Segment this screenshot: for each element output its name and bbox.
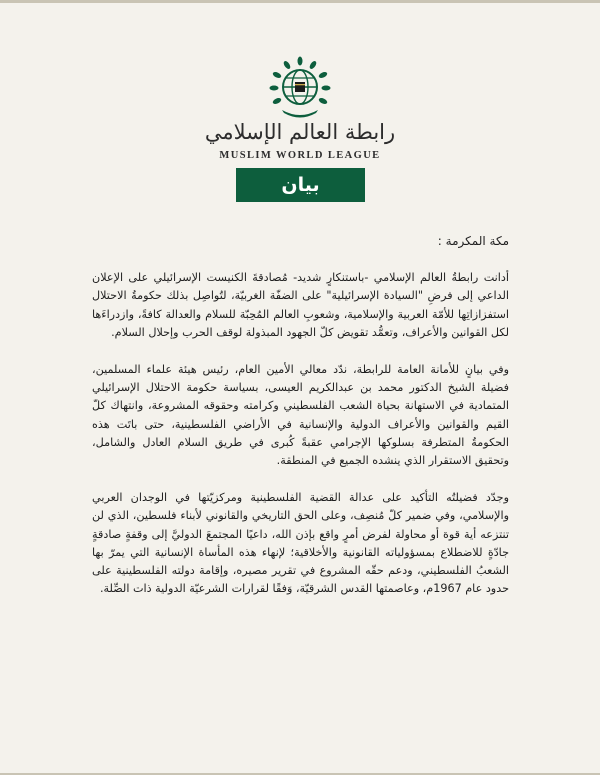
mwl-emblem-icon bbox=[268, 56, 332, 120]
statement-body bbox=[92, 232, 509, 617]
paragraph: وجدّد فضيلتُه التأكيد على عدالة القضية الفلسطينية ومركزيّتها في الوجدان العربي والإسلامي، وفي ضمير كلّ مُنصِف، وعلى الحق التاريخي والقانوني لأبناء فلسطين، الذي لن تنتزعه أية قوة أو محاولة لفرض أمرٍ واقع بإذن الله، داعيًا المجتمعَ الدوليَّ إلى وقفةٍ صادقةٍ جادّةٍ للاضطلاع بمسؤولياته القانونية والأخلاقية؛ لإنهاء هذه المأساة الإنسانية التي يمرّ بها الشعبُ الفلسطيني، ودعم حقّه المشروع في تقرير مصيره، وإقامة دولته الفلسطينية على حدود عام 1967م، وعاصمتها القدس الشرقيّة، وَفقًا لقرارات الشرعيّة الدولية ذات الصِّلة. bbox=[92, 491, 509, 596]
org-name-english: MUSLIM WORLD LEAGUE bbox=[219, 150, 381, 161]
paragraph: أدانت رابطةُ العالم الإسلامي -باستنكارٍ شديد- مُصادقةَ الكنيست الإسرائيلي على الإعلان الداعي إلى فرضِ "السيادة الإسرائيلية" على الضفّة الغربيّة، لتُواصِل بذلك حكومةُ الاحتلال استفزازاتِها للأمّة العربية والإسلامية، وشعوبِ العالم المُحِبّة للسلام والعدالة كافةً، وازدراءَها لكل القوانين والأعراف، وتعمُّد تقويض كلّ الجهود المبذولة لوقف الحرب وإحلال السلام. bbox=[92, 271, 509, 339]
org-name-arabic: رابطة العالم الإسلامي bbox=[204, 120, 396, 144]
banner-label: بيان bbox=[281, 174, 320, 196]
statement-banner bbox=[236, 168, 365, 202]
top-border bbox=[0, 0, 600, 3]
paragraph: وفي بيانٍ للأمانة العامة للرابطة، ندّد معالي الأمين العام، رئيس هيئة علماء المسلمين، فضيلة الشيخ الدكتور محمد بن عبدالكريم العيسى، بسياسة حكومة الاحتلال الإسرائيلي المتمادية في الاستهانة بحياة الشعب الفلسطيني وكرامته وحقوقه المشروعة، وانتهاك كلّ القيم والقوانين والأعراف الدولية والإنسانية في الأراضي الفلسطينية، حتى باتَت هذه الحكومةُ المتطرفة بسلوكها الإجرامي عقبةً كُبرى في طريق السلام العادل والشامل، وتحقيق الاستقرار الذي ينشده الجميع في المنطقة. bbox=[92, 363, 509, 468]
statement-location: مكة المكرمة : bbox=[437, 234, 509, 248]
